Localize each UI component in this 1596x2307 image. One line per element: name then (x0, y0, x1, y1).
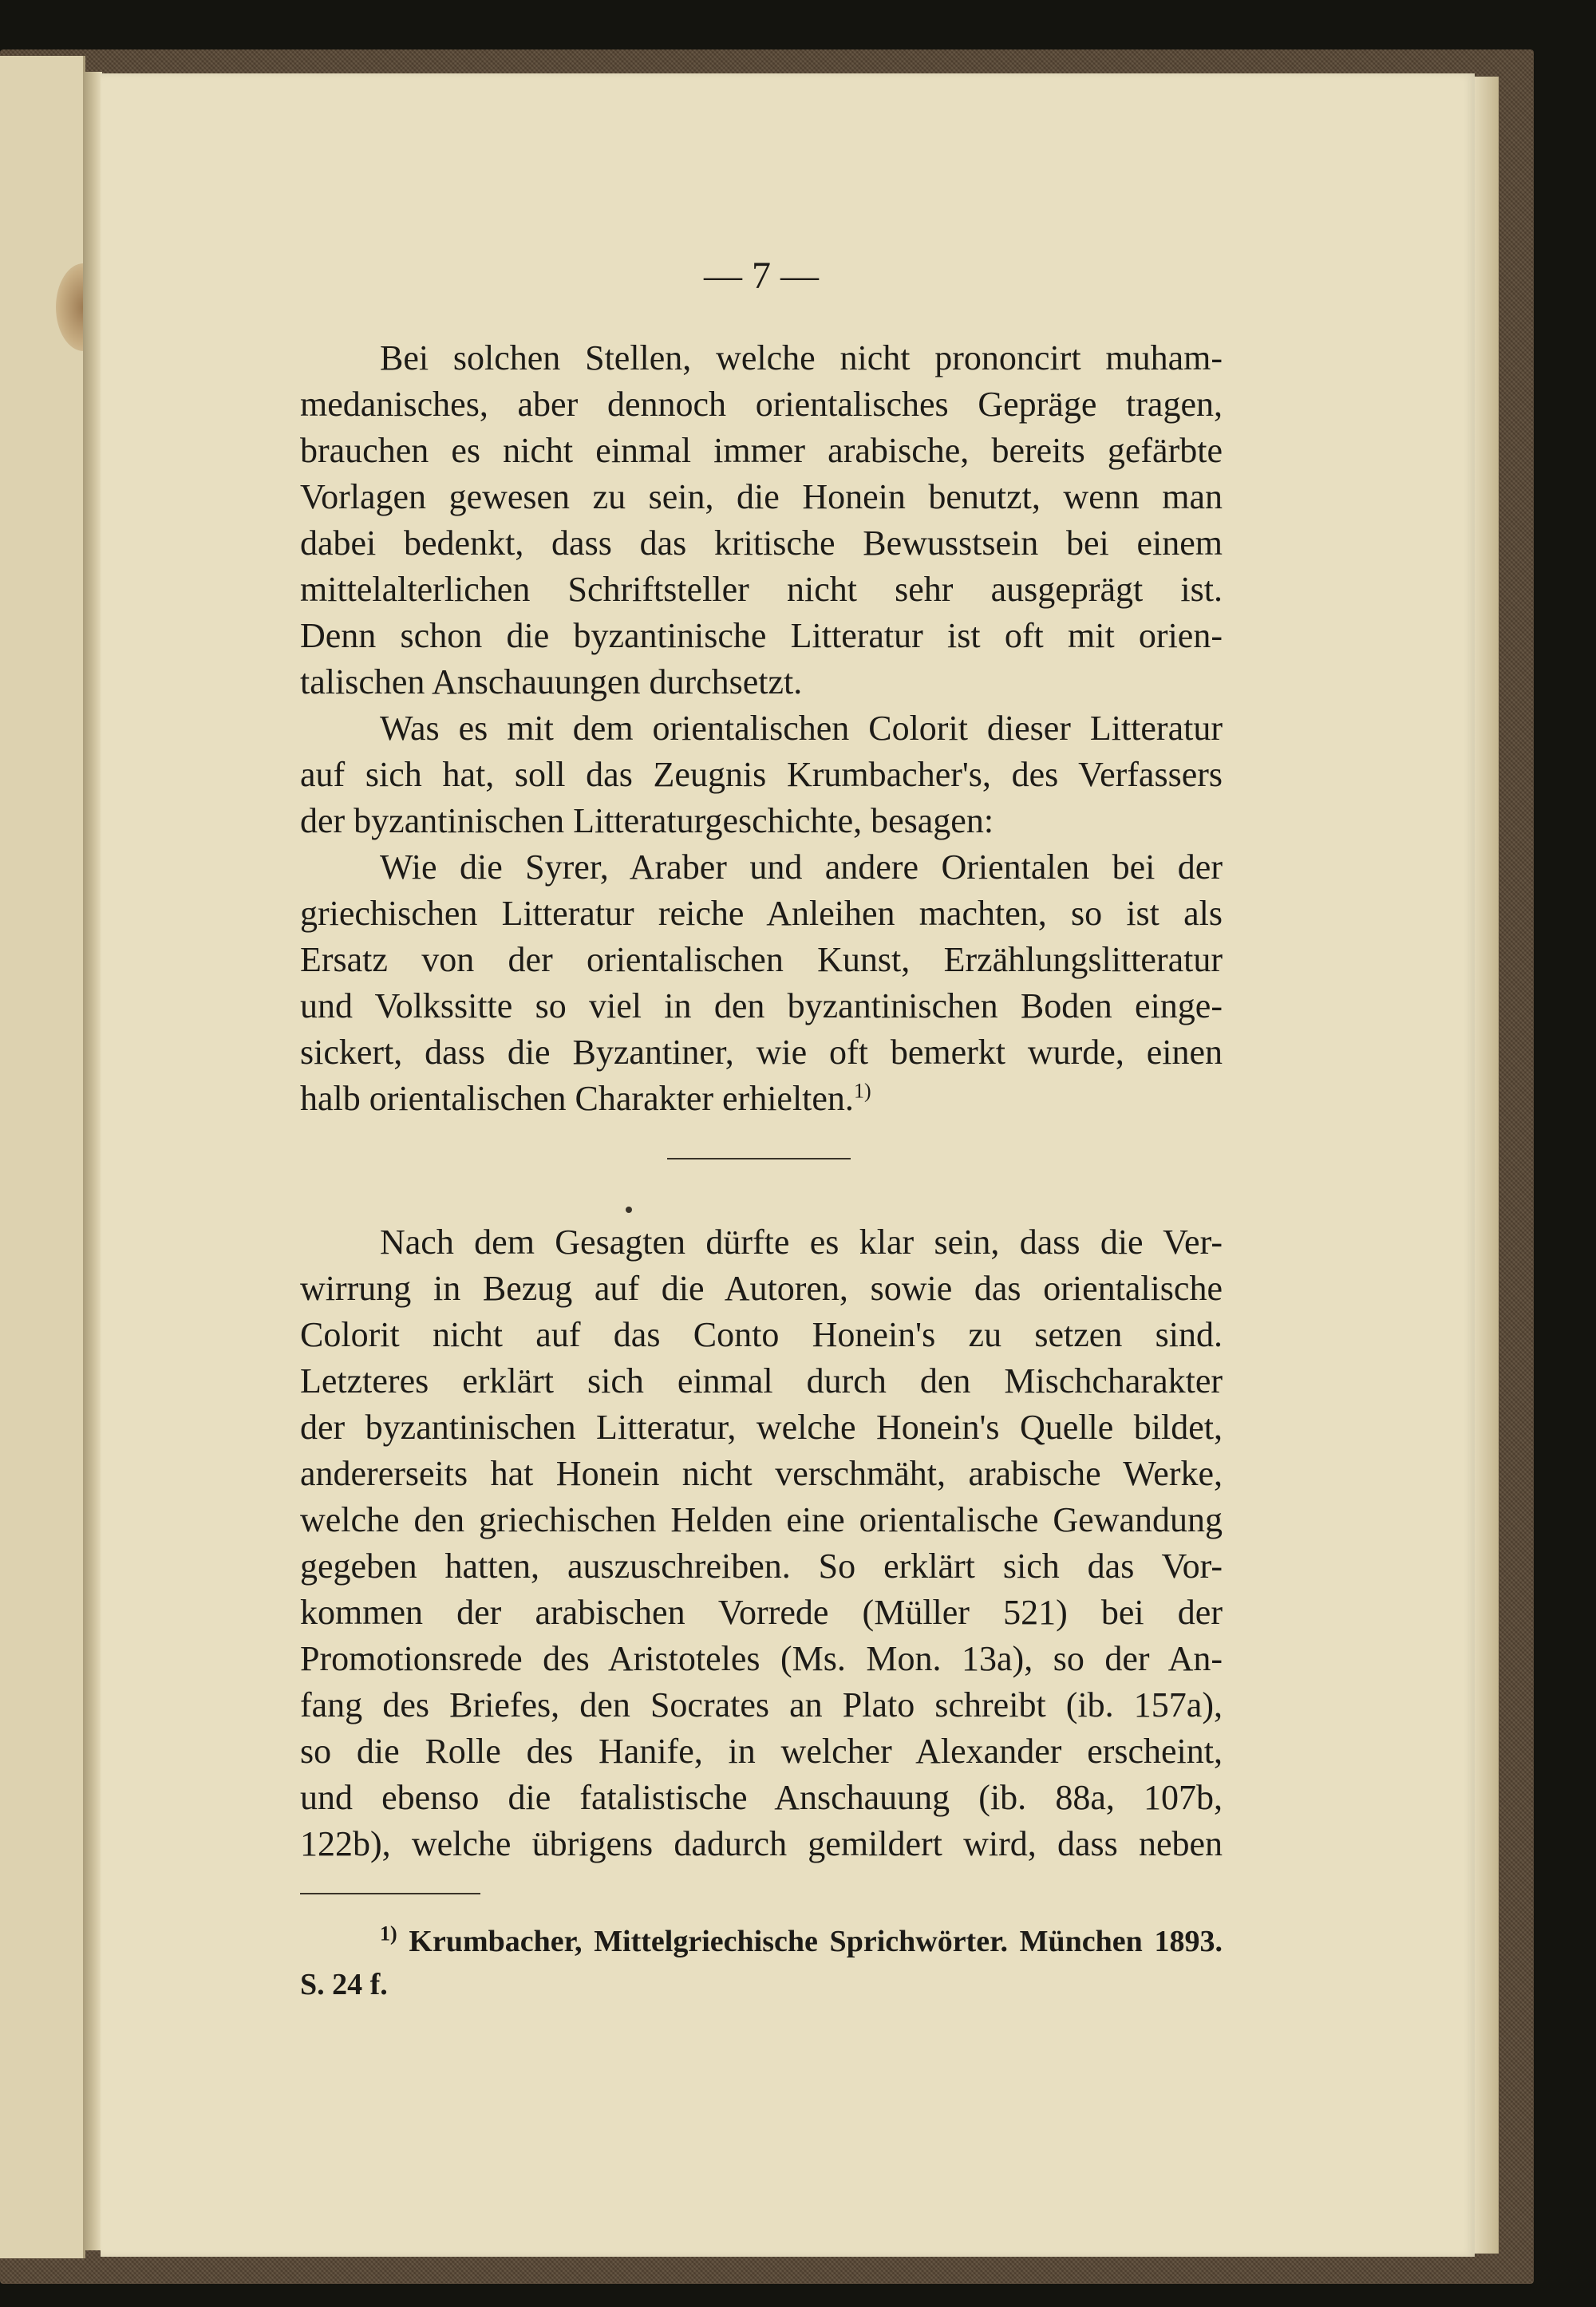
text-line: der byzantinischen Litteraturgeschichte, besagen: (300, 801, 994, 840)
text-line: der byzantinischen Litteratur, welche Honein's Quelle bildet, (300, 1408, 1223, 1447)
footnote-line (300, 1918, 1223, 1965)
text-line: Denn schon die byzantinische Litteratur ist oft mit orien- (300, 616, 1223, 655)
text-line: Bei solchen Stellen, welche nicht prononcirt muham- (380, 338, 1223, 377)
text-line: andererseits hat Honein nicht verschmäht, arabische Werke, (300, 1454, 1223, 1493)
text-line: Nach dem Gesagten dürfte es klar sein, dass die Ver- (380, 1223, 1223, 1262)
ink-dot (626, 1207, 632, 1213)
footnote-marker: 1) (380, 1922, 397, 1946)
text-line: Letzteres erklärt sich einmal durch den Mischcharakter (300, 1361, 1223, 1400)
footnote-line: S. 24 f. (300, 1968, 388, 2001)
text-line: gegeben hatten, auszuschreiben. So erklärt sich das Vor- (300, 1547, 1223, 1586)
text-line: dabei bedenkt, dass das kritische Bewusstsein bei einem (300, 523, 1223, 563)
text-line: mittelalterlichen Schriftsteller nicht sehr ausgeprägt ist. (300, 570, 1223, 609)
text-line: Vorlagen gewesen zu sein, die Honein benutzt, wenn man (300, 477, 1223, 516)
text-line: auf sich hat, soll das Zeugnis Krumbacher's, des Verfassers (300, 755, 1223, 794)
text-line: und Volkssitte so viel in den byzantinischen Boden einge- (300, 986, 1223, 1025)
text-line: medanisches, aber dennoch orientalisches Gepräge tragen, (300, 385, 1223, 424)
footnote-text: Krumbacher, Mittelgriechische Sprichwörter. München 1893. (409, 1925, 1223, 1958)
text-line: sickert, dass die Byzantiner, wie oft bemerkt wurde, einen (300, 1033, 1223, 1072)
text-line: griechischen Litteratur reiche Anleihen machten, so ist als (300, 894, 1223, 933)
text-line: 122b), welche übrigens dadurch gemildert wird, dass neben (300, 1824, 1223, 1863)
text-line: und ebenso die fatalistische Anschauung (ib. 88a, 107b, (300, 1778, 1223, 1817)
text-line: Wie die Syrer, Araber und andere Orientalen bei der (380, 847, 1223, 887)
text-line: Was es mit dem orientalischen Colorit dieser Litteratur (380, 709, 1223, 748)
text-line: brauchen es nicht einmal immer arabische, bereits gefärbte (300, 431, 1223, 470)
text-line: welche den griechischen Helden eine orientalische Gewandung (300, 1500, 1223, 1539)
text-line: Colorit nicht auf das Conto Honein's zu setzen sind. (300, 1315, 1223, 1354)
footnote-reference: 1) (853, 1079, 871, 1103)
text-line: Ersatz von der orientalischen Kunst, Erzählungslitteratur (300, 940, 1223, 979)
text-line: wirrung in Bezug auf die Autoren, sowie das orientalische (300, 1269, 1223, 1308)
footnote-rule (300, 1893, 480, 1894)
text-line: talischen Anschauungen durchsetzt. (300, 662, 803, 701)
previous-page-edge (0, 56, 85, 2258)
text-line: Promotionsrede des Aristoteles (Ms. Mon. 13a), so der An- (300, 1639, 1223, 1678)
section-divider (667, 1158, 851, 1159)
text-line-content: halb orientalischen Charakter erhielten. (300, 1079, 854, 1118)
page-gutter (83, 72, 102, 2250)
text-line: fang des Briefes, den Socrates an Plato schreibt (ib. 157a), (300, 1685, 1223, 1724)
page-number: — 7 — (704, 255, 819, 297)
text-line (300, 1076, 1223, 1122)
page-stack-edge (1475, 77, 1499, 2254)
text-line: kommen der arabischen Vorrede (Müller 521) bei der (300, 1593, 1223, 1632)
text-line: so die Rolle des Hanife, in welcher Alexander erscheint, (300, 1732, 1223, 1771)
